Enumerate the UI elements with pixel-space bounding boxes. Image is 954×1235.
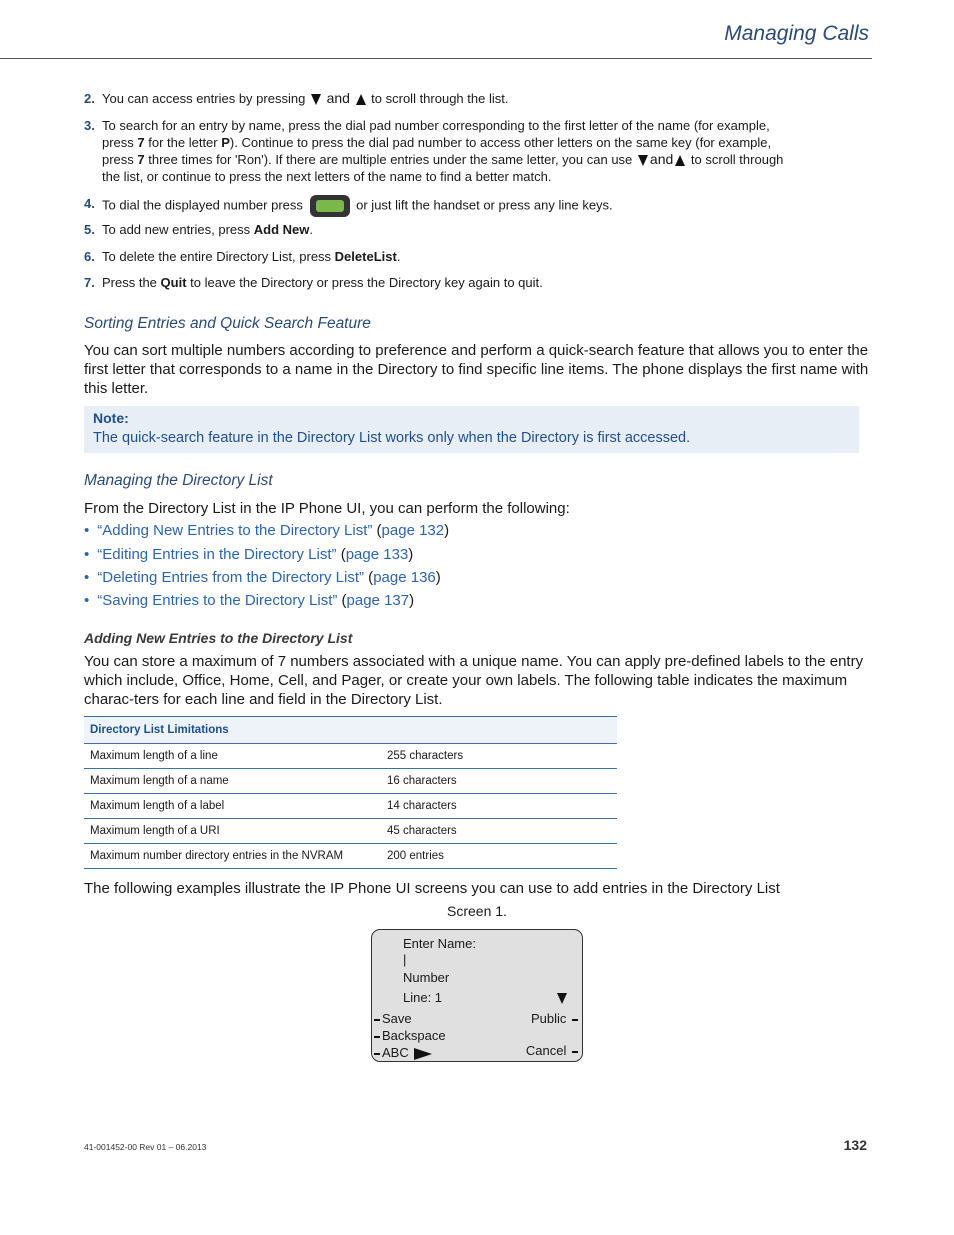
- down-arrow-icon: [311, 94, 321, 105]
- up-arrow-icon: [356, 94, 366, 105]
- step-bold: 7: [137, 152, 145, 167]
- note-text: The quick-search feature in the Directory List works only when the Directory is first accessed.: [93, 430, 691, 446]
- text-cursor: |: [403, 952, 407, 967]
- step-6: [84, 248, 784, 265]
- softkey-cancel[interactable]: [526, 1043, 580, 1058]
- phone-screen: [371, 929, 583, 1062]
- screen-caption: Screen 1.: [447, 903, 507, 919]
- page-link[interactable]: page 137: [346, 592, 410, 609]
- step-text: To add new entries, press: [102, 222, 254, 237]
- scroll-down-icon: [555, 990, 569, 1005]
- step-text: You can access entries by pressing: [102, 91, 306, 106]
- table-row: [84, 794, 617, 819]
- note-label: Note:: [93, 410, 129, 426]
- adding-paragraph: You can store a maximum of 7 numbers associated with a unique name. You can apply pre-defined labels to the entry which include, Office, Home, Cell, and Pager, or create your own labels. The following table indicates the maximum charac-ters for each line and field in the Directory List.: [84, 653, 864, 708]
- softkey-save[interactable]: [372, 1011, 412, 1026]
- managing-intro: From the Directory List in the IP Phone UI, you can perform the following:: [84, 500, 570, 517]
- step-text: to scroll through the list, or continue to press the next letters of the name to find a better match.: [102, 152, 784, 184]
- line-label: Line: 1: [403, 990, 443, 1005]
- page-link[interactable]: page 133: [345, 546, 409, 563]
- list-item: • “Adding New Entries to the Directory List” (page 132): [84, 522, 450, 539]
- step-text: ). Continue to press the dial pad number to access other letters on the same key (for example, press: [102, 135, 772, 167]
- step-text: or just lift the handset or press any line keys.: [356, 197, 613, 213]
- step-number: 3.: [84, 118, 95, 133]
- step-text: to leave the Directory or press the Directory key again to quit.: [186, 275, 543, 290]
- softkey-label: Cancel: [525, 1043, 567, 1058]
- table-cell: 200 entries: [381, 844, 617, 869]
- list-item: • “Deleting Entries from the Directory List” (page 136): [84, 569, 441, 586]
- enter-name-label: Enter Name:: [403, 936, 476, 951]
- down-arrow-icon: [638, 155, 648, 166]
- link-saving-entries[interactable]: “Saving Entries to the Directory List”: [97, 592, 338, 609]
- and-text: and: [326, 90, 350, 106]
- step-text: To dial the displayed number press: [102, 197, 303, 213]
- section-heading-managing: Managing the Directory List: [84, 472, 273, 489]
- step-bold: Add New: [253, 222, 310, 237]
- step-2: [84, 90, 784, 107]
- table-row: [84, 819, 617, 844]
- page-link[interactable]: page 132: [381, 522, 445, 539]
- link-deleting-entries[interactable]: “Deleting Entries from the Directory List”: [97, 569, 365, 586]
- play-arrow-icon: [414, 1048, 432, 1060]
- table-row: [84, 769, 617, 794]
- list-item: • “Saving Entries to the Directory List” (page 137): [84, 592, 415, 609]
- softkey-label: Public: [530, 1011, 567, 1026]
- table-row: [84, 744, 617, 769]
- link-adding-entries[interactable]: “Adding New Entries to the Directory List”: [97, 522, 373, 539]
- softkey-label: Backspace: [382, 1028, 446, 1043]
- table-header: Directory List Limitations: [84, 717, 617, 744]
- step-text: Press the: [102, 275, 161, 290]
- softkey-backspace[interactable]: [372, 1028, 446, 1043]
- list-item: • “Editing Entries in the Directory List” (page 133): [84, 546, 414, 563]
- table-cell: 14 characters: [381, 794, 617, 819]
- number-label: Number: [403, 970, 450, 985]
- table-cell: 16 characters: [381, 769, 617, 794]
- page-number: 132: [843, 1137, 867, 1153]
- page-header-title: Managing Calls: [724, 22, 869, 45]
- table-row: [84, 844, 617, 869]
- step-number: 2.: [84, 91, 95, 106]
- step-number: 6.: [84, 249, 95, 264]
- table-cell: Maximum length of a name: [84, 769, 381, 794]
- step-text: To search for an entry by name, press the dial pad number corresponding to the first letter of the name (for example, press: [102, 118, 770, 150]
- step-number: 4.: [84, 196, 95, 211]
- subsection-heading-adding: Adding New Entries to the Directory List: [84, 630, 353, 646]
- directory-limitations-table: [84, 716, 617, 869]
- softkey-label: Save: [382, 1011, 412, 1026]
- page-link[interactable]: page 136: [373, 569, 436, 586]
- note-box: [84, 406, 859, 453]
- step-bold: P: [221, 135, 230, 150]
- table-cell: 255 characters: [381, 744, 617, 769]
- table-cell: Maximum number directory entries in the NVRAM: [84, 844, 381, 869]
- step-text: .: [309, 222, 313, 237]
- step-text: to scroll through the list.: [371, 91, 509, 106]
- table-cell: Maximum length of a URI: [84, 819, 381, 844]
- step-number: 7.: [84, 275, 95, 290]
- step-bold: 7: [137, 135, 145, 150]
- step-3: [84, 117, 784, 185]
- step-bold: Quit: [160, 275, 187, 290]
- step-number: 5.: [84, 222, 95, 237]
- up-arrow-icon: [675, 155, 685, 166]
- softkey-abc[interactable]: [372, 1045, 434, 1060]
- section-heading-sorting: Sorting Entries and Quick Search Feature: [84, 315, 371, 332]
- table-cell: Maximum length of a line: [84, 744, 381, 769]
- step-text: To delete the entire Directory List, press: [102, 249, 335, 264]
- link-editing-entries[interactable]: “Editing Entries in the Directory List”: [97, 546, 337, 563]
- examples-paragraph: The following examples illustrate the IP Phone UI screens you can use to add entries in the Directory List: [84, 880, 780, 897]
- softkey-label: ABC: [382, 1045, 409, 1060]
- step-5: [84, 221, 784, 238]
- sorting-paragraph: You can sort multiple numbers according to preference and perform a quick-search feature that allows you to enter the first letter that corresponds to a name in the Directory to find specific line items. The phone displays the first name with this letter.: [84, 342, 869, 397]
- table-cell: 45 characters: [381, 819, 617, 844]
- softkey-public[interactable]: [531, 1011, 580, 1026]
- step-text: .: [396, 249, 401, 264]
- step-text: for the letter: [144, 135, 222, 150]
- step-bold: DeleteList: [334, 249, 397, 264]
- header-divider: [0, 58, 872, 59]
- and-text: and: [649, 151, 674, 167]
- footer-doc-id: 41-001452-00 Rev 01 – 06.2013: [84, 1142, 207, 1152]
- dial-key-icon: [310, 195, 350, 217]
- step-text: three times for 'Ron'). If there are multiple entries under the same letter, you can use: [144, 152, 633, 167]
- step-4: [84, 195, 784, 217]
- table-cell: Maximum length of a label: [84, 794, 381, 819]
- step-7: [84, 274, 784, 291]
